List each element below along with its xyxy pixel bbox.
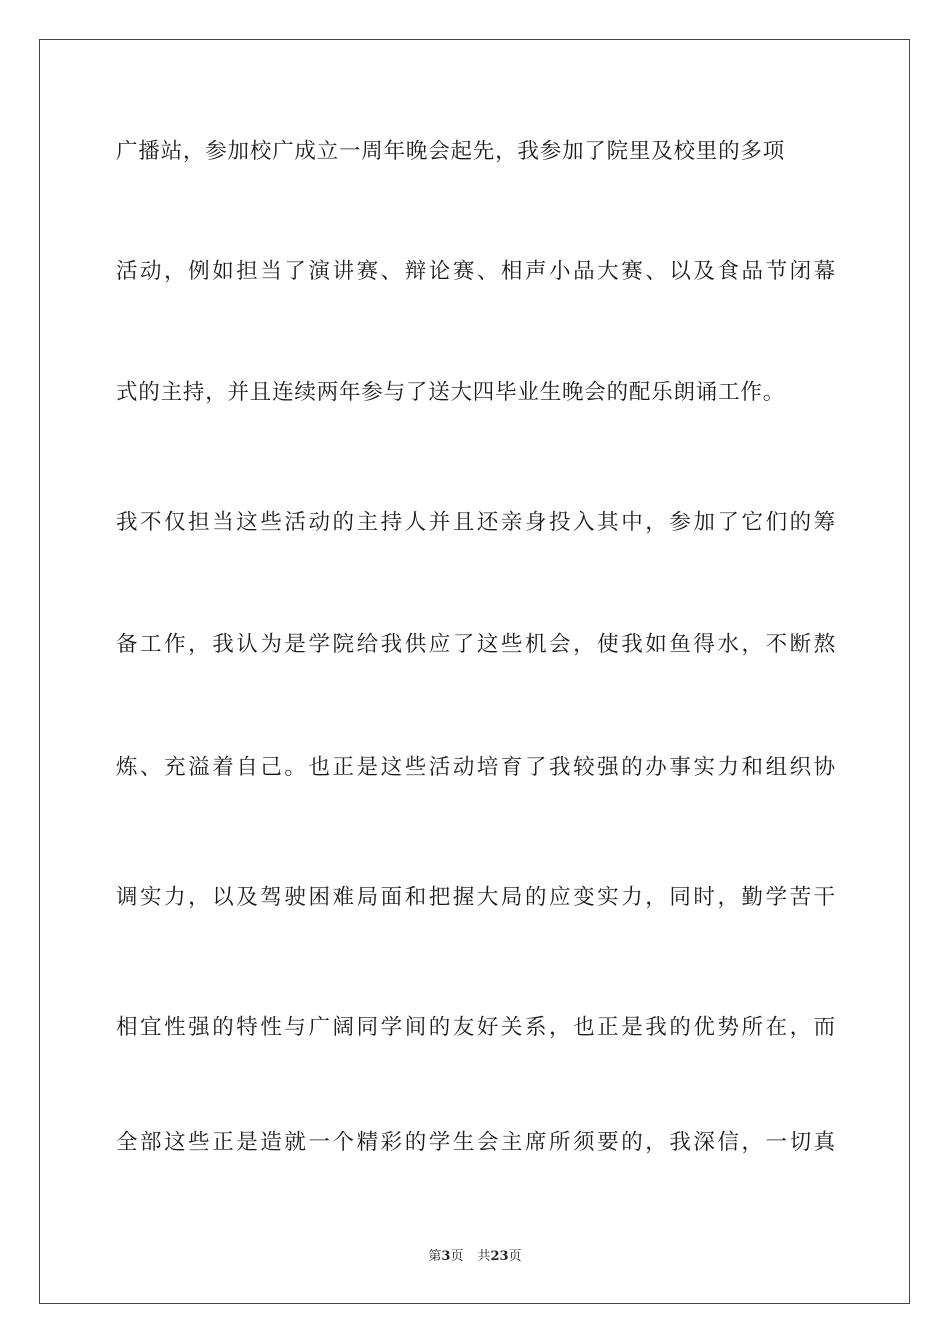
footer-total-suffix: 页 xyxy=(508,1249,522,1264)
text-line-7: 调实力，以及驾驶困难局面和把握大局的应变实力，同时，勤学苦干 xyxy=(116,885,836,910)
page-footer xyxy=(0,1248,950,1266)
text-line-9: 全部这些正是造就一个精彩的学生会主席所须要的，我深信，一切真 xyxy=(116,1130,836,1155)
footer-page-number: 3 xyxy=(441,1249,451,1264)
footer-total-prefix: 共 xyxy=(477,1249,491,1264)
text-line-1: 广播站，参加校广成立一周年晚会起先，我参加了院里及校里的多项 xyxy=(116,139,786,164)
footer-page-prefix: 第 xyxy=(428,1249,442,1264)
text-line-5: 备工作，我认为是学院给我供应了这些机会，使我如鱼得水，不断熬 xyxy=(116,632,836,657)
text-line-6: 炼、充溢着自己。也正是这些活动培育了我较强的办事实力和组织协 xyxy=(116,755,836,780)
text-line-4: 我不仅担当这些活动的主持人并且还亲身投入其中，参加了它们的筹 xyxy=(116,510,836,535)
text-line-3: 式的主持，并且连续两年参与了送大四毕业生晚会的配乐朗诵工作。 xyxy=(116,380,786,405)
footer-total-pages: 23 xyxy=(490,1249,509,1264)
text-line-8: 相宜性强的特性与广阔同学间的友好关系，也正是我的优势所在，而 xyxy=(116,1015,836,1040)
text-line-2: 活动，例如担当了演讲赛、辩论赛、相声小品大赛、以及食品节闭幕 xyxy=(116,259,836,284)
page-border xyxy=(39,39,910,1304)
footer-page-suffix: 页 xyxy=(450,1249,464,1264)
